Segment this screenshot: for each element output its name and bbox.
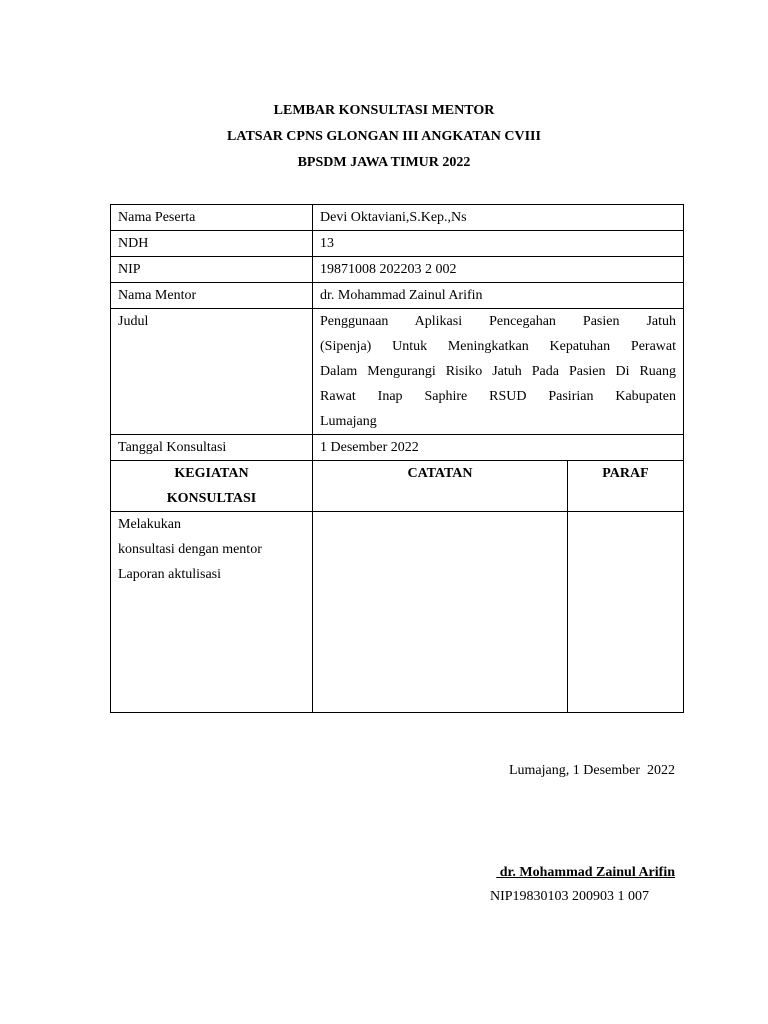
header-kegiatan-line2: KONSULTASI [166,491,257,506]
judul-line: Penggunaan Aplikasi Pencegahan Pasien Jatuh [320,314,676,329]
judul-line: (Sipenja) Untuk Meningkatkan Kepatuhan Perawat [320,339,676,354]
cell-kegiatan [111,512,313,713]
label-tanggal-konsultasi: Tanggal Konsultasi [111,435,313,461]
kegiatan-line: Laporan aktulisasi [118,567,222,582]
row-nip [111,257,684,283]
kegiatan-line: Melakukan [118,517,181,532]
header-institution: BPSDM JAWA TIMUR 2022 [297,155,471,170]
header-subtitle: LATSAR CPNS GLONGAN III ANGKATAN CVIII [227,129,541,144]
value-nip: 19871008 202203 2 002 [313,257,684,283]
header-kegiatan-line1: KEGIATAN [174,466,249,481]
signature-place-date: Lumajang, 1 Desember 2022 [508,763,675,778]
consultation-form-table [110,204,684,713]
signature-mentor-name: dr. Mohammad Zainul Arifin [496,865,675,880]
judul-line: Rawat Inap Saphire RSUD Pasirian Kabupaten [320,389,676,404]
row-nama-mentor [111,283,684,309]
header-title: LEMBAR KONSULTASI MENTOR [273,103,495,118]
label-judul: Judul [111,309,313,435]
row-tanggal-konsultasi [111,435,684,461]
value-nama-peserta: Devi Oktaviani,S.Kep.,Ns [313,205,684,231]
header-catatan: CATATAN [313,461,568,512]
signature-mentor-nip: NIP19830103 200903 1 007 [490,889,650,904]
row-column-headers [111,461,684,512]
judul-line: Lumajang [320,414,377,429]
kegiatan-line: konsultasi dengan mentor [118,542,262,557]
judul-line: Dalam Mengurangi Risiko Jatuh Pada Pasien Di Ruang [320,364,676,379]
label-nama-mentor: Nama Mentor [111,283,313,309]
value-nama-mentor: dr. Mohammad Zainul Arifin [313,283,684,309]
label-ndh: NDH [111,231,313,257]
header-paraf: PARAF [568,461,684,512]
cell-catatan [313,512,568,713]
row-ndh [111,231,684,257]
cell-paraf [568,512,684,713]
row-judul [111,309,684,435]
row-nama-peserta [111,205,684,231]
row-kegiatan [111,512,684,713]
label-nama-peserta: Nama Peserta [111,205,313,231]
document-header [0,100,768,178]
value-ndh: 13 [313,231,684,257]
label-nip: NIP [111,257,313,283]
value-tanggal-konsultasi: 1 Desember 2022 [313,435,684,461]
value-judul [313,309,684,435]
header-kegiatan-konsultasi [111,461,313,512]
